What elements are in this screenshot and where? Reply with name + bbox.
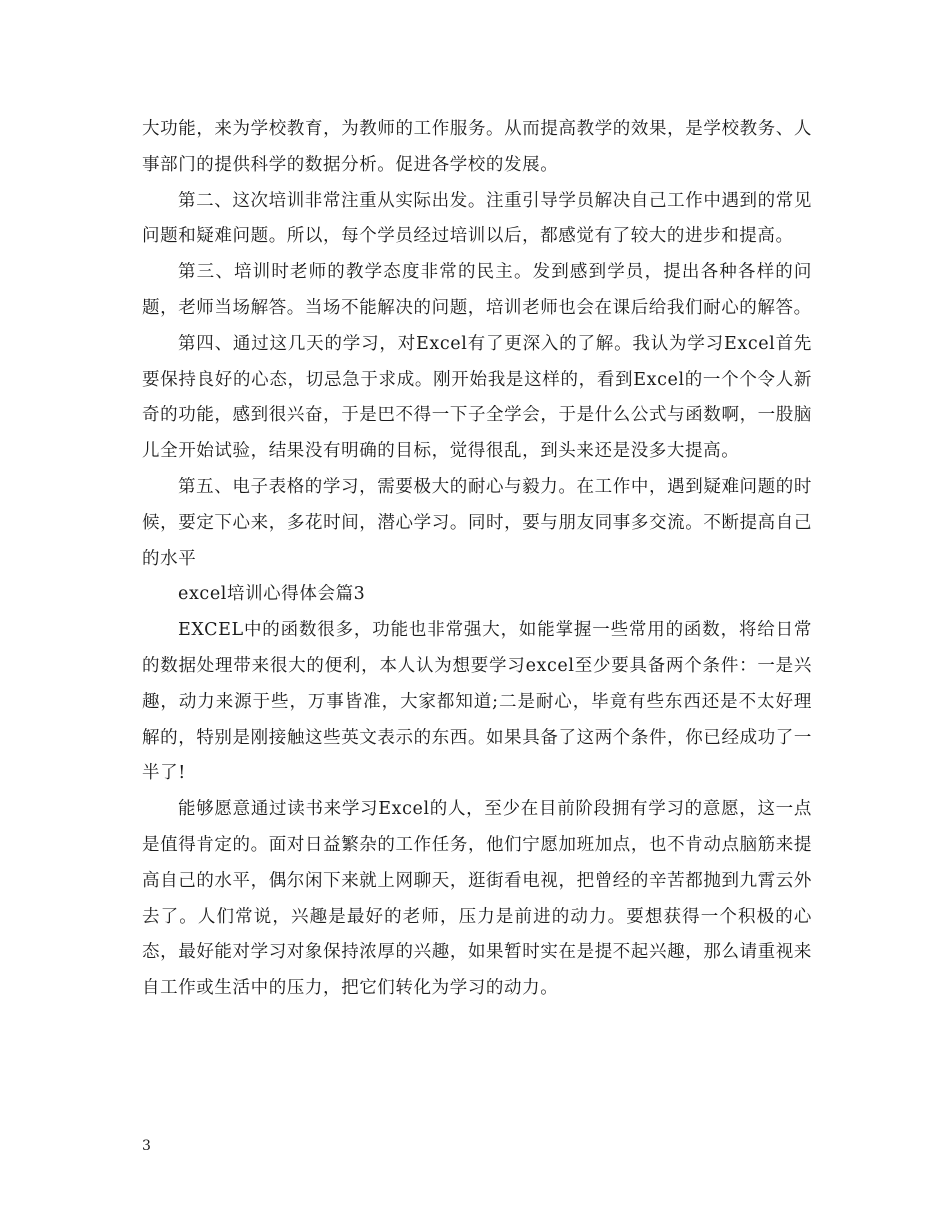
paragraph-1: 大功能，来为学校教育，为教师的工作服务。从而提高教学的效果，是学校教务、人事部门的提供科学的数据分析。促进各学校的发展。	[142, 119, 812, 175]
document-body	[142, 112, 812, 1007]
section-heading: excel培训心得体会篇3	[178, 584, 366, 605]
paragraph-4: 第四、通过这几天的学习，对Excel有了更深入的了解。我认为学习Excel首先要保持良好的心态，切忌急于求成。刚开始我是这样的，看到Excel的一个个令人新奇的功能，感到很兴奋，于是巴不得一下子全学会，于是什么公式与函数啊，一股脑儿全开始试验，结果没有明确的目标，觉得很乱，到头来还是没多大提高。	[142, 333, 812, 462]
paragraph-7: 能够愿意通过读书来学习Excel的人，至少在目前阶段拥有学习的意愿，这一点是值得肯定的。面对日益繁杂的工作任务，他们宁愿加班加点，也不肯动点脑筋来提高自己的水平，偶尔闲下来就上网聊天，逛街看电视，把曾经的辛苦都抛到九霄云外去了。人们常说，兴趣是最好的老师，压力是前进的动力。要想获得一个积极的心态，最好能对学习对象保持浓厚的兴趣，如果暂时实在是提不起兴趣，那么请重视来自工作或生活中的压力，把它们转化为学习的动力。	[142, 799, 812, 999]
paragraph-2: 第二、这次培训非常注重从实际出发。注重引导学员解决自己工作中遇到的常见问题和疑难问题。所以，每个学员经过培训以后，都感觉有了较大的进步和提高。	[142, 190, 812, 247]
paragraph-3: 第三、培训时老师的教学态度非常的民主。发到感到学员，提出各种各样的问题，老师当场解答。当场不能解决的问题，培训老师也会在课后给我们耐心的解答。	[142, 262, 812, 318]
page-number: 3	[142, 1138, 151, 1154]
paragraph-5: 第五、电子表格的学习，需要极大的耐心与毅力。在工作中，遇到疑难问题的时候，要定下心来，多花时间，潜心学习。同时，要与朋友同事多交流。不断提高自己的水平	[142, 476, 812, 569]
paragraph-6: EXCEL中的函数很多，功能也非常强大，如能掌握一些常用的函数，将给日常的数据处理带来很大的便利，本人认为想要学习excel至少要具备两个条件：一是兴趣，动力来源于些，万事皆准，大家都知道;二是耐心，毕竟有些东西还是不太好理解的，特别是刚接触这些英文表示的东西。如果具备了这两个条件，你已经成功了一半了!	[142, 620, 812, 784]
